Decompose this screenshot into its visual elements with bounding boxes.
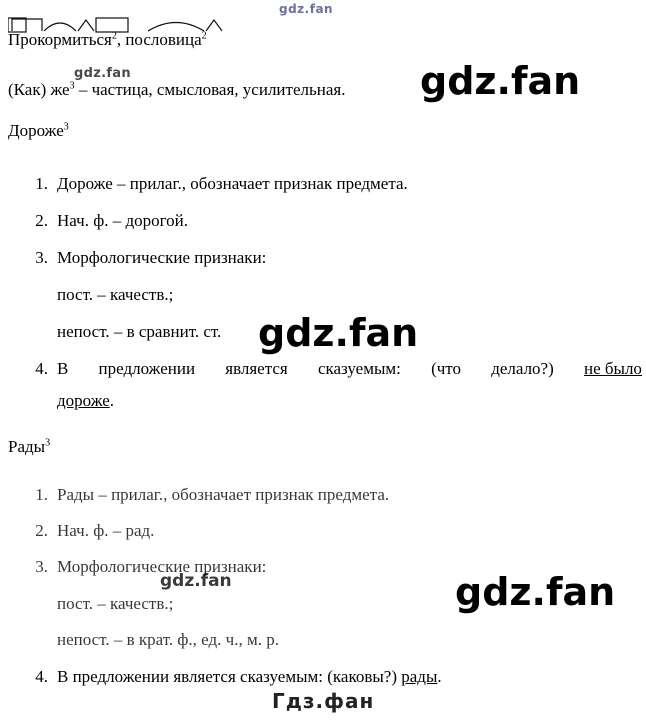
section-1-heading-text: Дороже xyxy=(8,121,64,140)
section-1-item-2-text: Нач. ф. – дорогой. xyxy=(57,211,189,230)
section-2-item-2-number: 2. xyxy=(35,521,48,540)
section-2-item-3-text: Морфологические признаки: xyxy=(57,557,267,576)
watermark-top: gdz.fan xyxy=(279,2,334,16)
parse-word-1-superscript: 2 xyxy=(111,30,117,42)
morphemic-parse-line xyxy=(8,30,207,50)
section-1-item-4-number: 4. xyxy=(35,359,48,378)
section-2-item-4-text xyxy=(57,667,442,687)
section-2-item-1-number: 1. xyxy=(35,485,48,504)
watermark-big-1: gdz.fan xyxy=(420,59,581,103)
section-2-heading-superscript: 3 xyxy=(45,437,51,449)
s1-l4-w1: В xyxy=(57,359,69,378)
s1-l4-w5: (что xyxy=(431,359,461,378)
section-1-item-3-text: Морфологические признаки: xyxy=(57,248,267,267)
intro-text: (Как) же xyxy=(8,80,70,99)
section-1-item-4-line-2 xyxy=(57,391,114,411)
section-2-heading-text: Рады xyxy=(8,437,46,456)
section-1-item-4-line-1 xyxy=(57,359,642,379)
section-2-subitem-2: непост. – в крат. ф., ед. ч., м. р. xyxy=(57,630,279,649)
s1-l4-line2-tail: . xyxy=(109,391,115,410)
section-1-heading xyxy=(8,121,69,141)
section-2-heading xyxy=(8,437,50,457)
section-1-item-4-line-1-words xyxy=(57,359,642,379)
section-1-subitem-1: пост. – качеств.; xyxy=(57,285,174,304)
intro-rest: – частица, смысловая, усилительная. xyxy=(74,80,346,99)
watermark-small-1: gdz.fan xyxy=(74,66,131,81)
watermark-big-2: gdz.fan xyxy=(258,311,419,355)
watermark-bottom: Гдз.фан xyxy=(272,689,375,713)
s1-l4-w3: является xyxy=(225,359,288,378)
watermark-small-2: gdz.fan xyxy=(160,571,232,591)
s1-l4-w4: сказуемым: xyxy=(317,359,401,378)
section-1-heading-superscript: 3 xyxy=(63,121,69,133)
parse-word-2-superscript: 2 xyxy=(201,30,207,42)
section-1-item-2-number: 2. xyxy=(35,211,48,230)
section-2-subitem-1: пост. – качеств.; xyxy=(57,594,174,613)
section-2-item-4-number: 4. xyxy=(35,667,48,686)
intro-line xyxy=(8,80,345,100)
intro-superscript: 3 xyxy=(69,80,75,92)
s1-l4-w6: делало?) xyxy=(491,359,554,378)
section-2-item-3-number: 3. xyxy=(35,557,48,576)
s1-l4-predicate-underlined: не было xyxy=(583,359,642,378)
s1-l4-w2: предложении xyxy=(98,359,196,378)
parse-comma: , xyxy=(116,30,126,49)
s2-l4-before: В предложении является сказуемым: (каковы?) xyxy=(57,667,402,686)
section-2-item-2-text: Нач. ф. – рад. xyxy=(57,521,155,540)
s2-l4-underlined: рады xyxy=(401,667,438,686)
watermark-big-3: gdz.fan xyxy=(455,570,616,614)
section-1-item-1-number: 1. xyxy=(35,174,48,193)
section-2-item-1-text: Рады – прилаг., обозначает признак предмета. xyxy=(57,485,390,504)
s1-l4-line2-underlined: дороже xyxy=(57,391,110,410)
s2-l4-after: . xyxy=(437,667,442,686)
parse-word-1: Прокормиться xyxy=(8,30,112,49)
section-1-subitem-2: непост. – в сравнит. ст. xyxy=(57,322,222,341)
parse-word-2: пословица xyxy=(125,30,202,49)
section-1-item-1-text: Дороже – прилаг., обозначает признак предмета. xyxy=(57,174,408,193)
section-1-item-3-number: 3. xyxy=(35,248,48,267)
